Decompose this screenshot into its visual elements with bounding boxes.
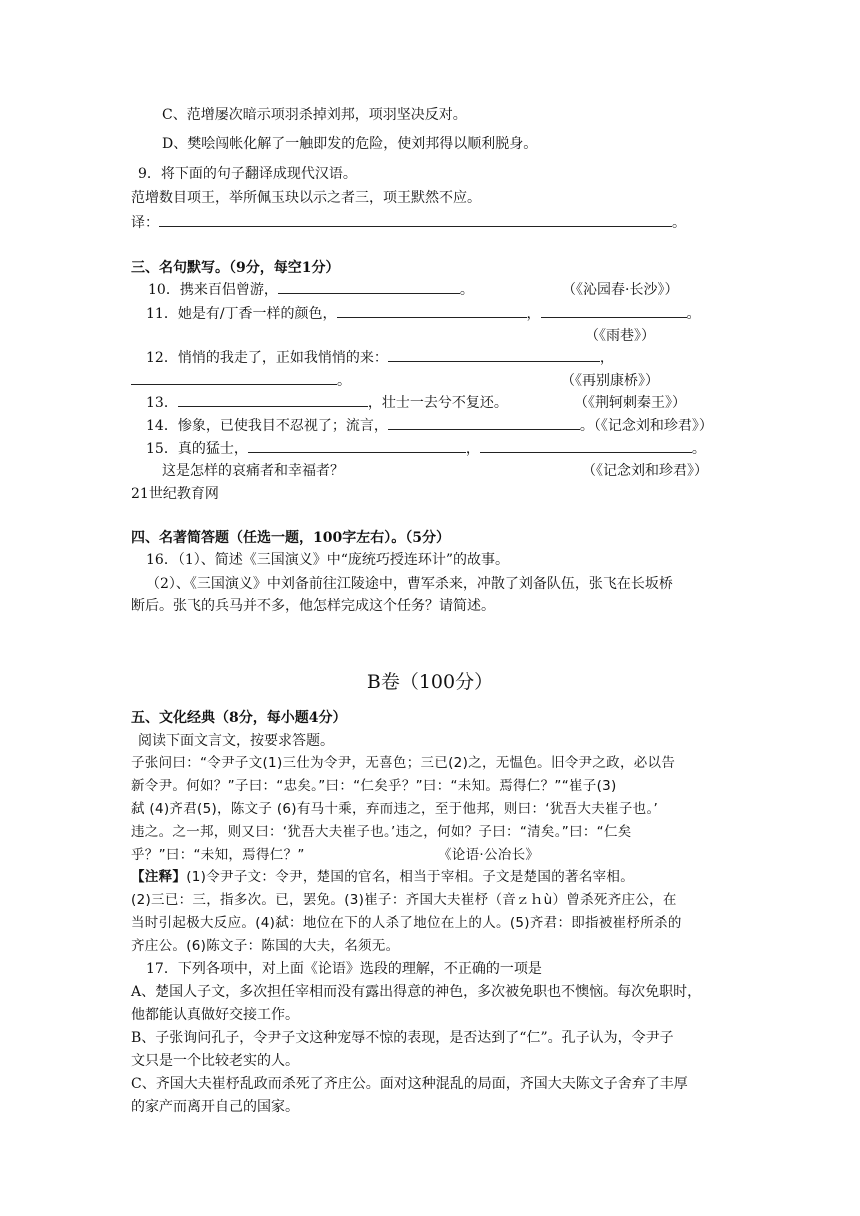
q14-end: 。 — [579, 418, 594, 434]
q11-blank-1[interactable] — [337, 304, 527, 318]
q9-answer-blank[interactable] — [159, 213, 672, 227]
q14-line — [146, 416, 713, 436]
q15-text: 15．真的猛士， — [146, 441, 248, 457]
q11-end: 。 — [686, 306, 701, 322]
q12-sep: ， — [599, 350, 614, 366]
q10-line — [148, 280, 474, 300]
q17-option-c-line-1: C、齐国大夫崔杼乱政而杀死了齐庄公。面对这种混乱的局面，齐国大夫陈文子舍弃了丰厚 — [131, 1076, 688, 1092]
q15-line — [146, 439, 706, 459]
q11-line — [146, 304, 701, 324]
notes-line-1 — [131, 867, 634, 887]
q13-text: ，壮士一去兮不复还。 — [367, 395, 508, 411]
passage-line: 子张问曰：“令尹子文(1)三仕为令尹，无喜色；三已(2)之，无愠色。旧令尹之政，必以告 — [131, 755, 676, 771]
q17-option-a-line-2: 他都能认真做好交接工作。 — [131, 1007, 299, 1023]
note-text: (1)令尹子文：令尹，楚国的官名，相当于宰相。子文是楚国的著名宰相。 — [186, 869, 635, 885]
section-3-heading: 三、名句默写。（9分，每空1分） — [131, 260, 340, 276]
q15-line-2: 这是怎样的哀痛者和幸福者？ — [162, 463, 344, 479]
q9-end-mark: 。 — [672, 215, 686, 231]
note-line: (2)三已：三，指多次。已，罢免。(3)崔子：齐国大夫崔杼（音ｚｈù）曾杀死齐庄公，在 — [131, 892, 677, 908]
q10-end: 。 — [459, 282, 474, 298]
note-line: 齐庄公。(6)陈文子：陈国的大夫，名须无。 — [131, 938, 400, 954]
q10-blank[interactable] — [278, 280, 460, 294]
q16-part-2-line-2: 断后。张飞的兵马并不多，他怎样完成这个任务？请简述。 — [131, 598, 495, 614]
section-5-instruction: 阅读下面文言文，按要求答题。 — [138, 733, 334, 749]
q13-blank[interactable] — [178, 393, 368, 407]
q12-blank-2[interactable] — [131, 371, 337, 385]
passage-line: 弑 (4)齐君(5)，陈文子 (6)有马十乘，弃而违之，至于他邦，则曰：‘犹吾大夫崔子也。’ — [131, 801, 659, 817]
q15-source: （《记念刘和珍君》） — [582, 463, 708, 479]
q17-option-a-line-1: A、楚国人子文，多次担任宰相而没有露出得意的神色，多次被免职也不懊恼。每次免职时， — [131, 984, 702, 1000]
q9-prompt: 9．将下面的句子翻译成现代汉语。 — [138, 166, 357, 182]
q12-line — [146, 348, 614, 368]
q17-prompt: 17．下列各项中，对上面《论语》选段的理解，不正确的一项是 — [146, 961, 542, 977]
q14-blank[interactable] — [388, 416, 580, 430]
passage-source: 《论语·公冶长》 — [438, 847, 540, 863]
q11-text: 11．她是有/丁香一样的颜色， — [146, 306, 337, 322]
section-5-heading: 五、文化经典（8分，每小题4分） — [131, 710, 347, 726]
q14-source: （《记念刘和珍君》） — [593, 418, 713, 434]
q16-part-2-line-1: （2）、《三国演义》中刘备前往江陵途中，曹军杀来，冲散了刘备队伍，张飞在长坂桥 — [146, 576, 673, 592]
q12-source: （《再别康桥》） — [561, 373, 659, 389]
q12-line-2 — [131, 371, 351, 391]
q17-option-b-line-1: B、子张询问孔子，令尹子文这种宠辱不惊的表现，是否达到了“仁”。孔子认为，令尹子 — [131, 1030, 674, 1046]
q11-source: （《雨巷》） — [585, 328, 655, 344]
q16-part-1: 16．（1）、简述《三国演义》中“庞统巧授连环计”的故事。 — [146, 552, 510, 568]
note-line: 当时引起极大反应。(4)弑：地位在下的人杀了地位在上的人。(5)齐君：即指被崔杼所杀的 — [131, 915, 682, 931]
volume-b-title: B卷（100分） — [366, 671, 494, 693]
q9-answer-line — [131, 213, 686, 233]
section-4-heading: 四、名著简答题（任选一题，100字左右）。（5分） — [131, 530, 450, 546]
q10-source: （《沁园春·长沙》） — [562, 282, 679, 298]
q17-option-c-line-2: 的家产而离开自己的国家。 — [131, 1099, 299, 1115]
q14-text: 14．惨象，已使我目不忍视了；流言， — [146, 418, 388, 434]
passage-line: 新令尹。何如？”子曰：“忠矣。”曰：“仁矣乎？”曰：“未知。焉得仁？”“崔子(3) — [131, 778, 617, 794]
q13-num: 13． — [146, 395, 178, 411]
q17-option-b-line-2: 文只是一个比较老实的人。 — [131, 1053, 299, 1069]
q13-line — [146, 393, 508, 413]
q8-option-c: C、范增屡次暗示项羽杀掉刘邦，项羽坚决反对。 — [162, 107, 467, 123]
watermark-text: 21世纪教育网 — [131, 486, 219, 502]
q15-blank-2[interactable] — [480, 439, 692, 453]
passage-line: 乎？”曰：“未知，焉得仁？” — [131, 847, 305, 863]
q11-sep: ， — [526, 306, 541, 322]
q10-text: 10．携来百侣曾游， — [148, 282, 278, 298]
q15-sep: ， — [465, 441, 480, 457]
q12-blank-1[interactable] — [388, 348, 600, 362]
q12-text: 12．悄悄的我走了，正如我悄悄的来： — [146, 350, 388, 366]
q9-answer-label: 译： — [131, 215, 159, 231]
q13-source: （《荆轲刺秦王》） — [574, 395, 686, 411]
q11-blank-2[interactable] — [541, 304, 687, 318]
q15-end: 。 — [691, 441, 706, 457]
passage-line: 违之。之一邦，则又曰：‘犹吾大夫崔子也。’违之，何如？子曰：“清矣。”曰：“仁矣 — [131, 824, 632, 840]
notes-label: 【注释】 — [131, 869, 187, 885]
q12-end: 。 — [337, 373, 351, 389]
q9-sentence: 范增数目项王，举所佩玉玦以示之者三，项王默然不应。 — [131, 190, 481, 206]
q8-option-d: D、樊哙闯帐化解了一触即发的危险，使刘邦得以顺利脱身。 — [162, 136, 538, 152]
q15-blank-1[interactable] — [248, 439, 466, 453]
